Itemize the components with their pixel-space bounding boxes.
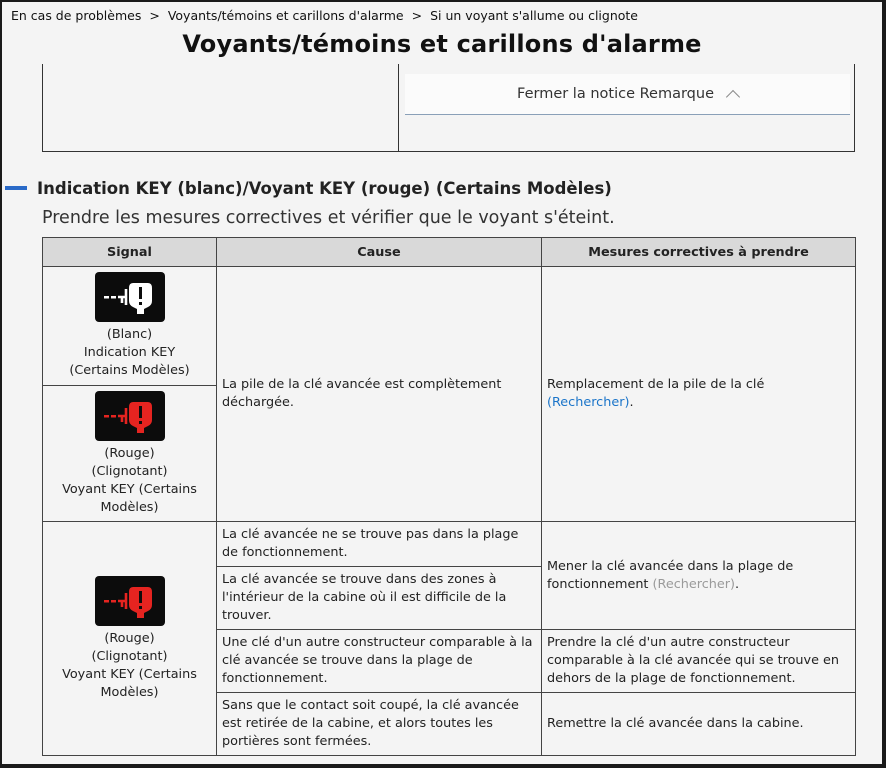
section-heading-text: Indication KEY (blanc)/Voyant KEY (rouge) (Certains Modèles) <box>37 178 612 198</box>
signal-label: (Blanc) <box>106 327 153 342</box>
breadcrumb-item-problems[interactable]: En cas de problèmes <box>11 8 142 23</box>
signal-cell-white <box>43 267 217 386</box>
signal-label: (Certains Modèles) <box>69 363 190 378</box>
cause-cell: La clé avancée ne se trouve pas dans la plage de fonctionnement. <box>217 522 542 567</box>
signal-label: Indication KEY <box>83 345 176 360</box>
signal-cell-red <box>43 522 217 756</box>
breadcrumb <box>11 8 638 23</box>
key-warning-table <box>42 237 856 756</box>
section-subtitle: Prendre les mesures correctives et vérifier que le voyant s'éteint. <box>42 208 615 228</box>
measure-end: . <box>629 395 634 410</box>
key-warning-red-icon <box>95 391 165 441</box>
page-title: Voyants/témoins et carillons d'alarme <box>182 30 702 58</box>
table-row <box>43 267 856 386</box>
signal-label: Modèles) <box>100 499 159 515</box>
cause-cell: La clé avancée se trouve dans des zones à l'intérieur de la cabine où il est difficile de la trouver. <box>217 567 542 630</box>
header-cause: Cause <box>217 238 542 267</box>
signal-label: Modèles) <box>100 684 159 700</box>
key-warning-red-icon <box>95 576 165 626</box>
measure-cell: Remettre la clé avancée dans la cabine. <box>542 693 856 756</box>
signal-label: Voyant KEY (Certains <box>62 666 197 682</box>
key-indicator-white-icon <box>95 272 165 322</box>
table-header-row <box>43 238 856 267</box>
search-link[interactable]: (Rechercher) <box>652 576 735 592</box>
section-marker <box>5 186 27 190</box>
measure-text: Remplacement de la pile de la clé <box>547 377 765 392</box>
breadcrumb-item-current[interactable]: Si un voyant s'allume ou clignote <box>430 8 638 23</box>
section-heading <box>2 176 612 200</box>
previous-table-fragment <box>42 64 855 152</box>
measure-cell <box>542 522 856 630</box>
measure-text: Mener la clé avancée dans la plage de fonctionnement <box>547 558 794 592</box>
signal-cell-red <box>43 386 217 522</box>
table-row <box>43 522 856 567</box>
signal-label: Voyant KEY (Certains <box>62 481 197 497</box>
signal-label: (Rouge) <box>104 630 155 646</box>
breadcrumb-separator: > <box>149 8 160 23</box>
cause-cell: Une clé d'un autre constructeur comparable à la clé avancée se trouve dans la plage de fonctionnement. <box>217 630 542 693</box>
close-note-button[interactable] <box>405 74 850 115</box>
signal-label: (Clignotant) <box>91 648 168 664</box>
header-measures: Mesures correctives à prendre <box>542 238 856 267</box>
cause-cell: La pile de la clé avancée est complètement déchargée. <box>217 267 542 522</box>
search-link[interactable]: (Rechercher) <box>547 395 630 410</box>
close-note-label: Fermer la notice Remarque <box>517 86 714 102</box>
measure-end: . <box>735 576 740 592</box>
table-column-divider <box>398 64 399 151</box>
signal-label: (Rouge) <box>104 445 155 461</box>
measure-cell <box>542 267 856 522</box>
breadcrumb-item-warnings[interactable]: Voyants/témoins et carillons d'alarme <box>167 8 404 23</box>
signal-label: (Clignotant) <box>91 463 168 479</box>
cause-cell: Sans que le contact soit coupé, la clé avancée est retirée de la cabine, et alors toutes les portières sont fermées. <box>217 693 542 756</box>
measure-cell: Prendre la clé d'un autre constructeur comparable à la clé avancée qui se trouve en dehors de la plage de fonctionnement. <box>542 630 856 693</box>
chevron-up-icon <box>726 90 740 104</box>
manual-page <box>2 2 882 764</box>
breadcrumb-separator: > <box>411 8 423 23</box>
header-signal: Signal <box>43 238 217 267</box>
